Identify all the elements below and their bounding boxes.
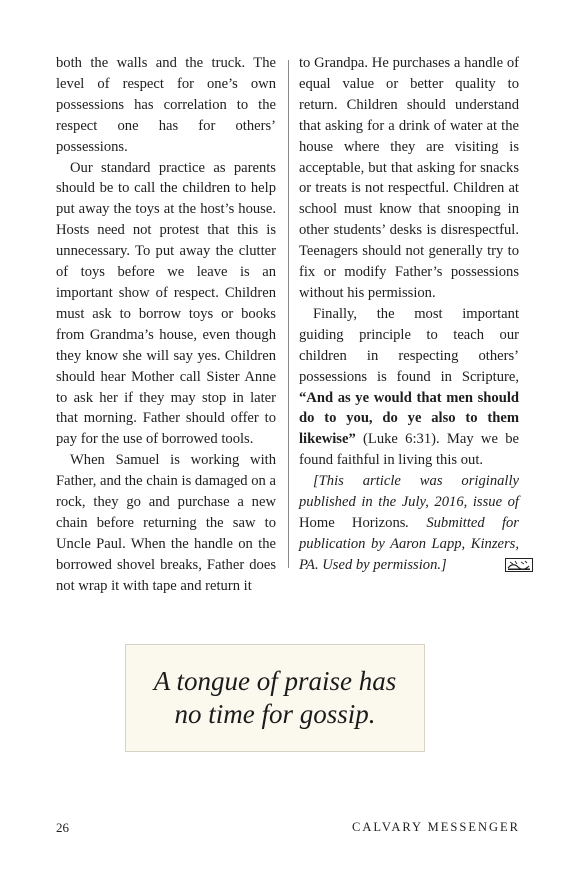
pull-quote-line: no time for gossip. xyxy=(174,699,376,729)
note-text: . Submitted for publication by Aaron Lapp, Kinzers, PA. Used by permission.] xyxy=(299,514,519,573)
publication-note xyxy=(299,471,519,576)
column-divider xyxy=(288,60,289,568)
page-number: 26 xyxy=(56,820,69,835)
paragraph-text: Finally, the most important guiding principle to teach our children in respecting others’ possessions is found in Scripture, xyxy=(299,305,519,385)
publication-name: Home Horizons xyxy=(299,514,406,531)
paragraph-text: (Luke 6:31). May we be found faithful in living this out. xyxy=(299,431,519,469)
pull-quote-line: A tongue of praise has xyxy=(153,666,397,696)
scripture-quote: “And as ye would that men should do to you, do ye also to them likewise” xyxy=(299,389,519,448)
ornament-icon xyxy=(491,558,519,572)
pull-quote xyxy=(154,665,397,731)
paragraph xyxy=(299,304,519,471)
paragraph: both the walls and the truck. The level of respect for one’s own possessions has correlation to the respect one has for others’ possessions. xyxy=(56,55,276,155)
pull-quote-box xyxy=(125,644,425,752)
left-column xyxy=(56,53,276,597)
paragraph: Our standard practice as parents should be to call the children to help put away the toys at the host’s house. Hosts need not protest that this is unnecessary. To put away the clutter of toys before we leave is an important show of respect. Children must ask to borrow toys or books from Grandma’s house, even though they know she will say yes. Children should hear Mother call Sister Anne to ask her if they may stop in later that morning. Father should offer to pay for the use of borrowed tools. xyxy=(56,159,276,448)
paragraph: to Grandpa. He purchases a handle of equal value or better quality to return. Children should understand that asking for a drink of water at the house where they are visiting is acceptable, but that asking for snacks or treats is not respectful. Children at school must know that snooping in other students’ desks is disrespectful. Teenagers should not generally try to fix or modify Father’s possessions without his permission. xyxy=(299,55,519,301)
right-column xyxy=(299,53,519,576)
note-text: [This article was originally published in the July, 2016, issue of xyxy=(299,473,519,511)
paragraph: When Samuel is working with Father, and the chain is damaged on a rock, they go and purchase a new chain before returning the saw to Uncle Paul. When the handle on the borrowed shovel breaks, Father does not wrap it with tape and return it xyxy=(56,452,276,594)
running-head: CALVARY MESSENGER xyxy=(352,820,520,834)
